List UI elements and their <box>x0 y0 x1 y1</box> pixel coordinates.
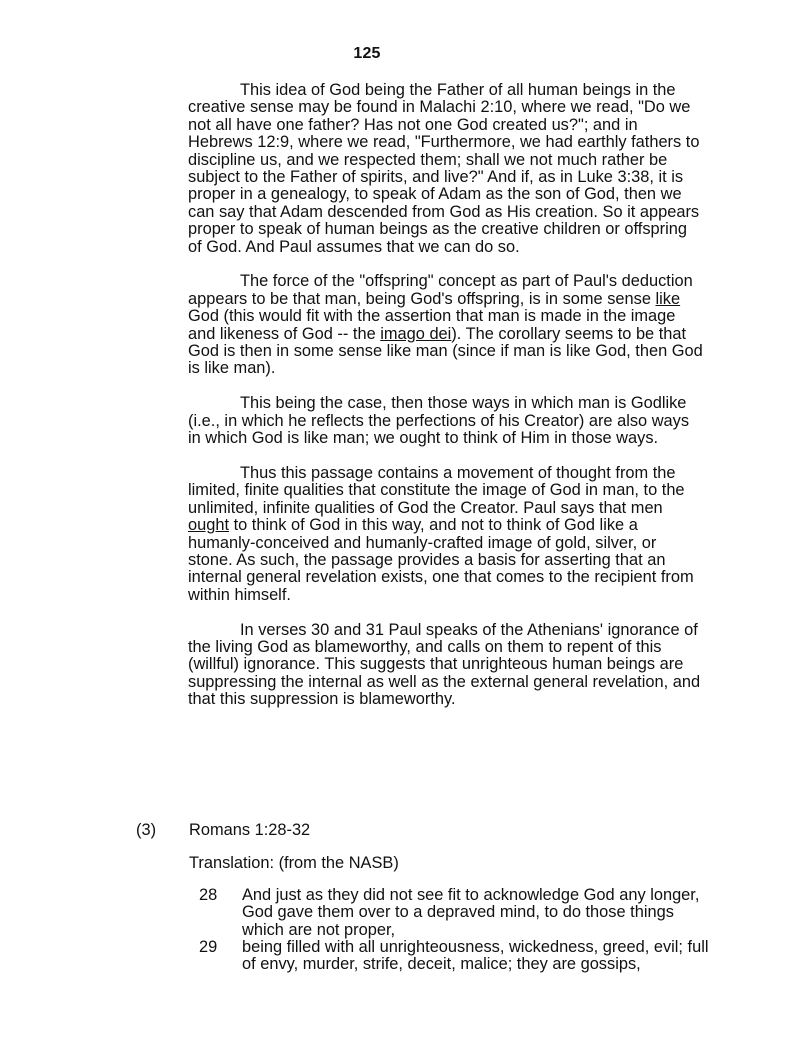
section-title: Romans 1:28-32 <box>189 821 311 839</box>
emphasis-imago-dei: imago dei <box>380 324 452 343</box>
paragraph-text: In verses 30 and 31 Paul speaks of the Athenians' ignorance of the living God as blameworthy, and calls on them to repent of this (willful) ignorance. This suggests that unrighteous human beings are suppressing the internal as well as the external general revelation, and that this suppression is blameworthy. <box>188 620 701 709</box>
paragraph-1 <box>188 82 704 256</box>
verse-text: being filled with all unrighteousness, wickedness, greed, evil; full of envy, murder, strife, deceit, malice; they are gossips, <box>242 938 709 974</box>
section-romans <box>136 822 716 974</box>
paragraph-4 <box>188 465 704 604</box>
verse-number: 28 <box>199 885 218 904</box>
verse-text: And just as they did not see fit to acknowledge God any longer, God gave them over to a depraved mind, to do those things which are not proper, <box>242 885 700 939</box>
translation-label: Translation: (from the NASB) <box>189 854 399 873</box>
verse <box>199 887 716 939</box>
paragraph-text: to think of God in this way, and not to think of God like a humanly-conceived and humanly-crafted image of gold, silver, or stone. As such, the passage provides a basis for asserting that an internal general revelation exists, one that comes to the recipient from within himself. <box>188 516 694 604</box>
page-number: 125 <box>353 45 381 62</box>
paragraph-text: This idea of God being the Father of all human beings in the creative sense may be found in Malachi 2:10, where we read, "Do we not all have one father? Has not one God created us?"; and in Hebrews 12:9, where we read, "Furthermore, we had earthly fathers to discipline us, and we respected them; shall we not much rather be subject to the Father of spirits, and live?" And if, as in Luke 3:38, it is proper in a genealogy, to speak of Adam as the son of God, then we can say that Adam descended from God as His creation. So it appears proper to speak of human beings as the creative children or offspring of God. And Paul assumes that we can do so. <box>188 81 700 256</box>
paragraph-text: The force of the "offspring" concept as part of Paul's deduction appears to be that man, being God's offspring, is in some sense <box>188 272 693 308</box>
verse-list <box>199 887 716 974</box>
paragraph-2 <box>188 273 704 377</box>
paragraph-5 <box>188 622 704 709</box>
paragraph-text: This being the case, then those ways in which man is Godlike (i.e., in which he reflects the perfections of his Creator) are also ways in which God is like man; we ought to think of Him in those ways. <box>188 394 690 448</box>
verse-number: 29 <box>199 938 218 957</box>
paragraph-text: ). The corollary seems to be that God is then in some sense like man (since if man is like God, then God is like man). <box>188 324 703 378</box>
section-heading <box>136 822 716 839</box>
paragraph-text: Thus this passage contains a movement of thought from the limited, finite qualities that constitute the image of God in man, to the unlimited, infinite qualities of God the Creator. Paul says that men <box>188 463 685 517</box>
paragraph-text: God (this would fit with the assertion that man is made in the image and likeness of God -- the <box>188 307 676 343</box>
verse <box>199 939 716 974</box>
emphasis-like: like <box>655 289 681 308</box>
emphasis-ought: ought <box>188 516 230 535</box>
paragraph-3 <box>188 395 704 447</box>
body-text <box>188 82 704 726</box>
section-number: (3) <box>136 821 157 839</box>
